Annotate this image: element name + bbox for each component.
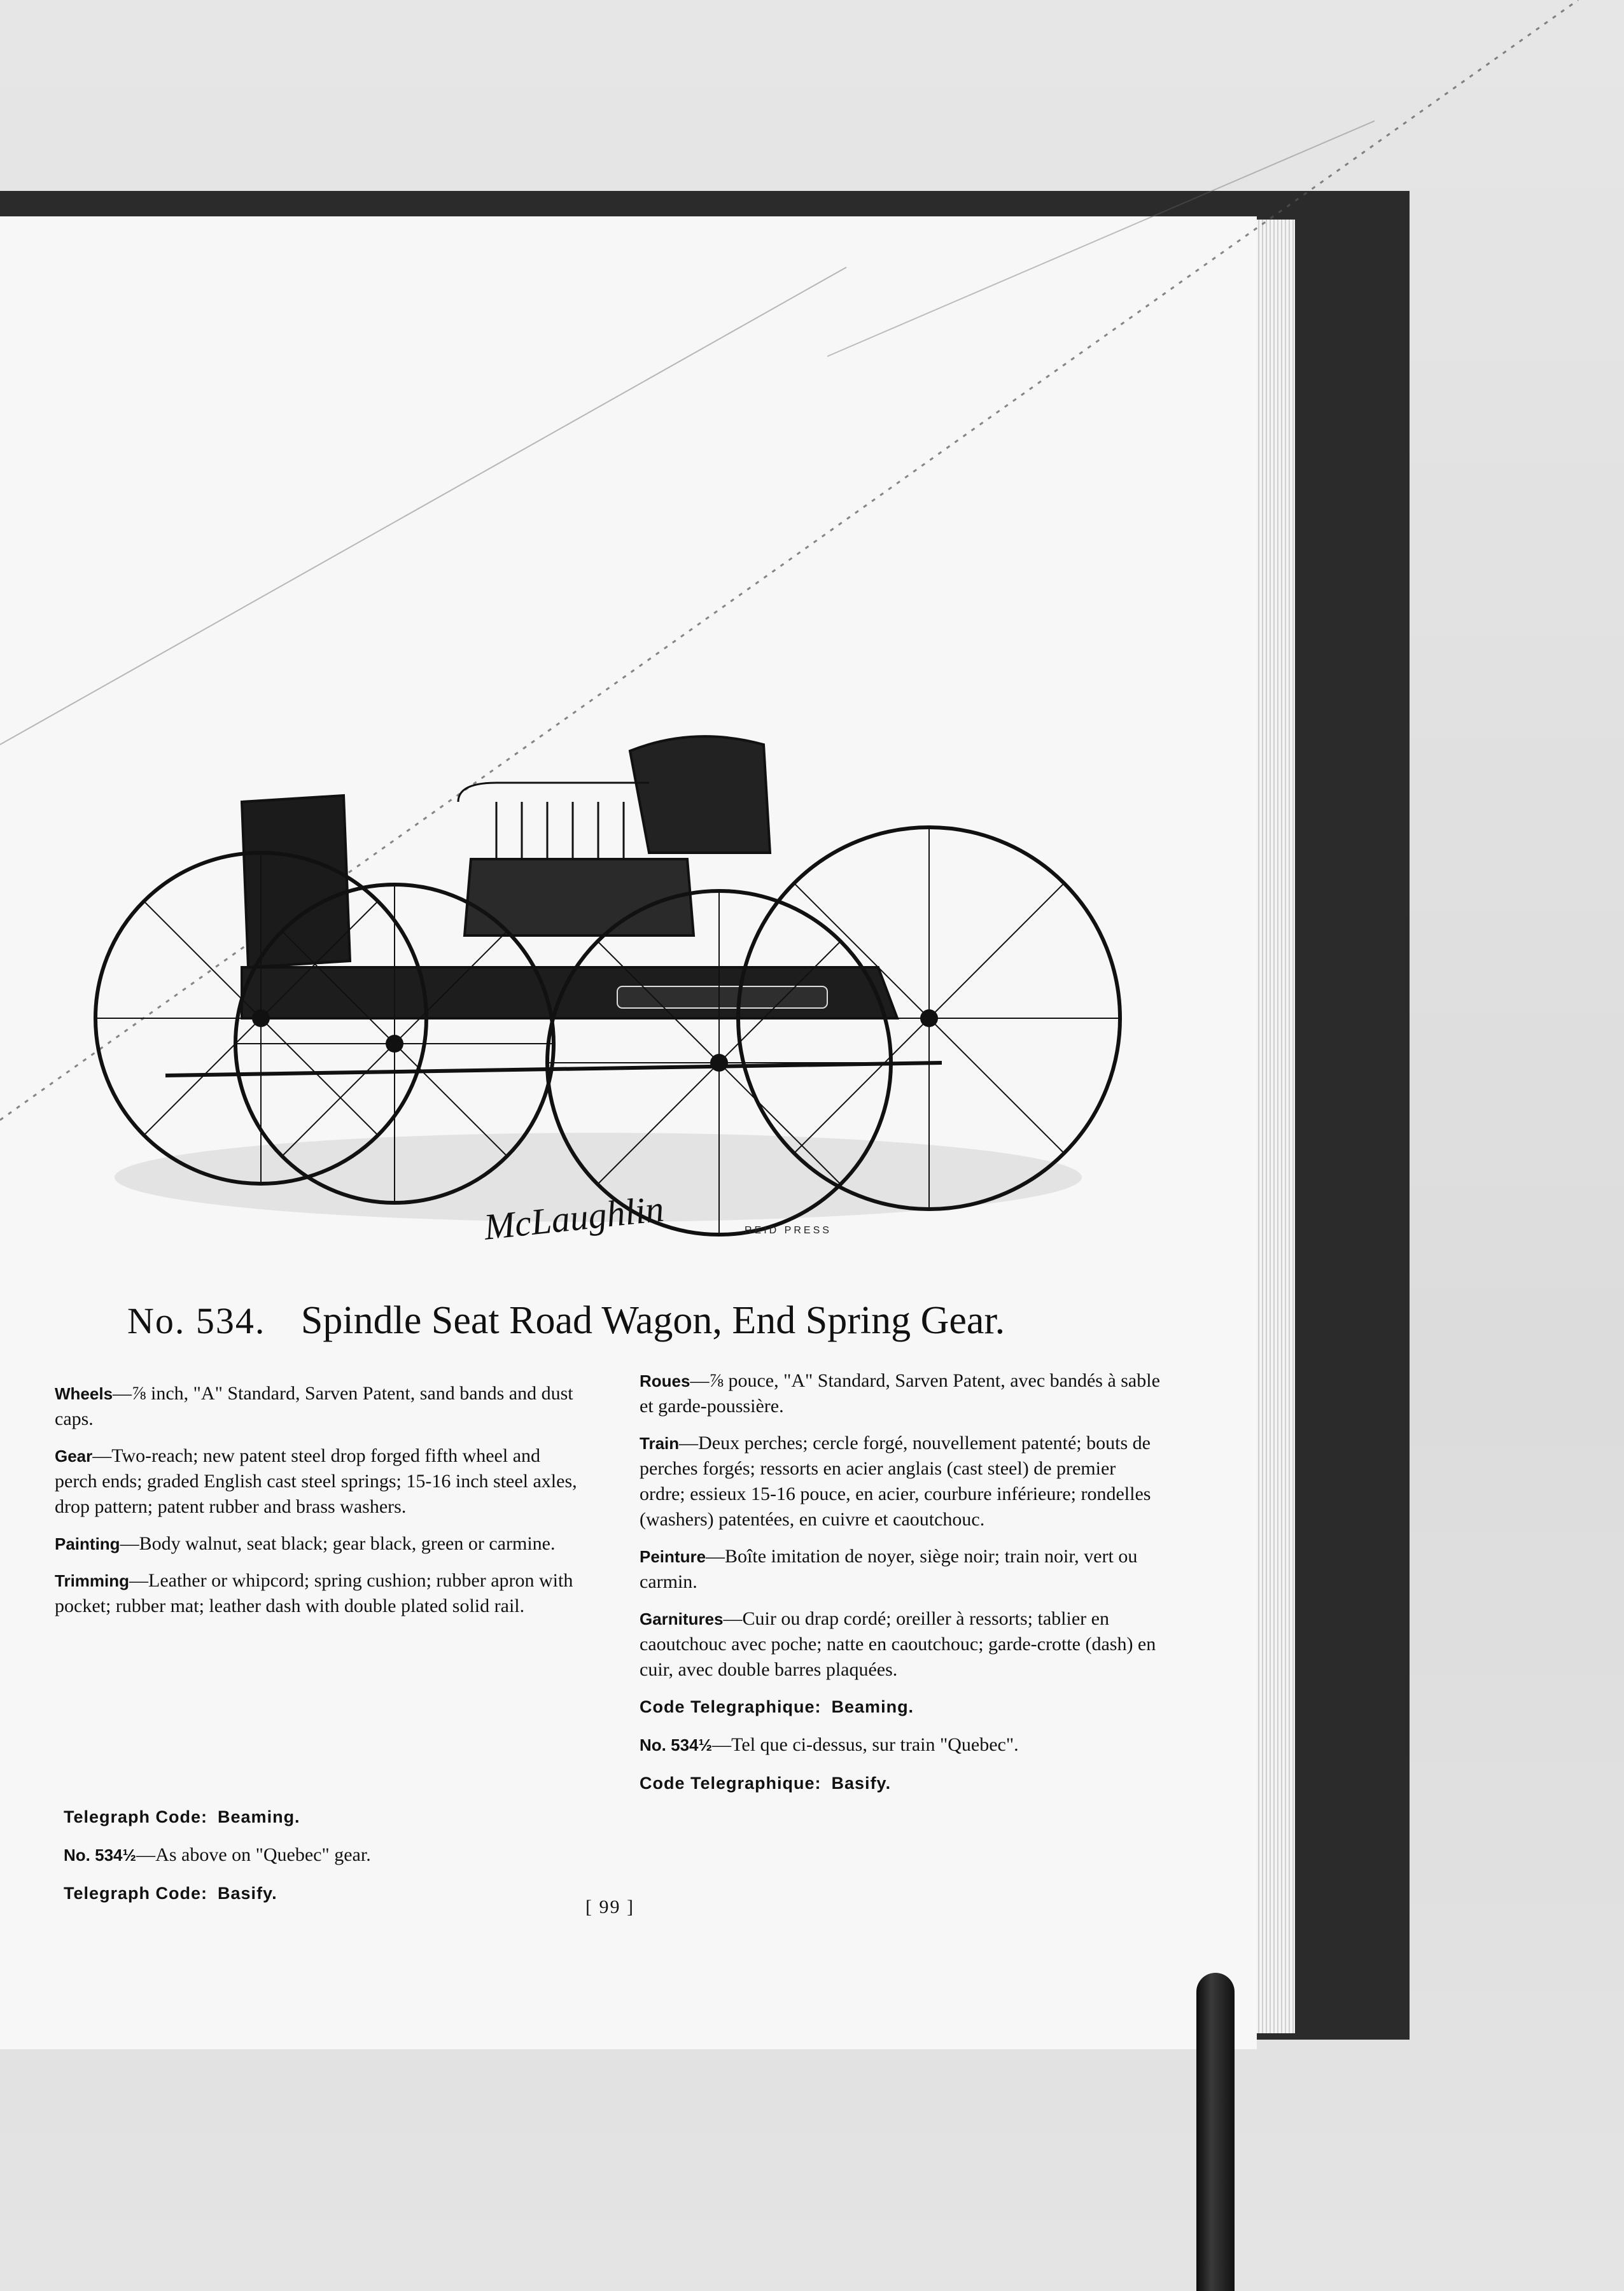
spec-text: —⅞ pouce, "A" Standard, Sarven Patent, avec bandés à sable et garde-poussière. <box>640 1370 1160 1417</box>
english-specs <box>55 1381 583 1630</box>
variant-label: No. 534½ <box>640 1735 713 1755</box>
french-specs <box>640 1368 1161 1809</box>
press-credit: REID PRESS <box>745 1225 832 1236</box>
maker-signature: McLaughlin <box>482 1188 666 1248</box>
spec-text: —Deux perches; cercle forgé, nouvellement patenté; bouts de perches forgés; ressorts en acier anglais (cast steel) de premier ordre; essieux 15-16 pouce, en acier, courbure inférieure; rondelles (washers) patentées, en cuivre et caoutchouc. <box>640 1433 1151 1530</box>
code-label: Telegraph Code: <box>64 1884 208 1903</box>
spec-label: Garnitures <box>640 1609 724 1629</box>
telegraph-code-variant <box>64 1881 585 1906</box>
spec-garnitures <box>640 1606 1161 1683</box>
variant-label: No. 534½ <box>64 1846 137 1865</box>
spec-text: —Cuir ou drap cordé; oreiller à ressorts; tablier en caoutchouc avec poche; natte en caoutchouc; garde-crotte (dash) en cuir, avec double barres plaquées. <box>640 1608 1156 1680</box>
spec-text: —Two-reach; new patent steel drop forged fifth wheel and perch ends; graded English cast steel springs; 15-16 inch steel axles, drop pattern; patent rubber and brass washers. <box>55 1445 577 1517</box>
page-number: [ 99 ] <box>585 1896 634 1917</box>
spec-label: Gear <box>55 1447 93 1466</box>
spec-text: —⅞ inch, "A" Standard, Sarven Patent, sand bands and dust caps. <box>55 1383 573 1429</box>
variant-note-fr <box>640 1732 1161 1758</box>
spec-trimming <box>55 1568 583 1619</box>
model-name: Spindle Seat Road Wagon, End Spring Gear. <box>300 1299 1005 1342</box>
spec-train <box>640 1431 1161 1532</box>
telegraph-code <box>64 1804 585 1830</box>
code-value: Beaming. <box>831 1697 914 1716</box>
spec-label: Roues <box>640 1371 690 1391</box>
spec-roues <box>640 1368 1161 1419</box>
code-label: Telegraph Code: <box>64 1807 208 1826</box>
model-title <box>127 1298 1145 1343</box>
road-wagon-illustration <box>51 687 1145 1260</box>
model-number: No. 534. <box>127 1300 266 1342</box>
code-label: Code Telegraphique: <box>640 1697 822 1716</box>
spec-gear <box>55 1443 583 1520</box>
english-codes <box>64 1804 585 1919</box>
spec-label: Trimming <box>55 1571 130 1590</box>
code-telegraphique <box>640 1694 1161 1720</box>
spec-painting <box>55 1531 583 1557</box>
code-value: Basify. <box>831 1774 892 1793</box>
code-label: Code Telegraphique: <box>640 1774 822 1793</box>
spec-label: Train <box>640 1434 680 1453</box>
variant-text: —As above on "Quebec" gear. <box>136 1844 371 1865</box>
spec-text: —Leather or whipcord; spring cushion; rubber apron with pocket; rubber mat; leather dash with double plated solid rail. <box>55 1570 573 1616</box>
code-telegraphique-variant <box>640 1770 1161 1796</box>
variant-note <box>64 1842 585 1868</box>
code-value: Basify. <box>218 1884 277 1903</box>
spec-label: Peinture <box>640 1547 706 1566</box>
spec-text: —Body walnut, seat black; gear black, green or carmine. <box>120 1533 556 1554</box>
spec-wheels <box>55 1381 583 1432</box>
spec-text: —Boîte imitation de noyer, siège noir; train noir, vert ou carmin. <box>640 1546 1138 1592</box>
spec-label: Wheels <box>55 1384 113 1403</box>
variant-text: —Tel que ci-dessus, sur train "Quebec". <box>712 1734 1019 1755</box>
spec-label: Painting <box>55 1534 120 1553</box>
spec-peinture <box>640 1544 1161 1595</box>
code-value: Beaming. <box>218 1807 300 1826</box>
pen <box>1196 1973 1235 2291</box>
